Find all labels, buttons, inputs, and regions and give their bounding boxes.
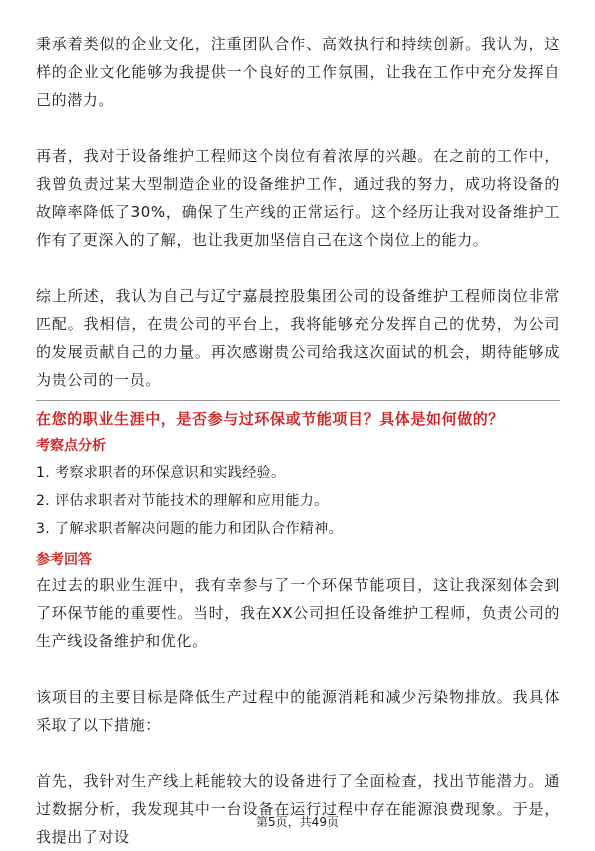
analysis-list xyxy=(36,459,560,543)
list-item: 3. 了解求职者解决问题的能力和团队合作精神。 xyxy=(36,521,344,537)
body-paragraph: 综上所述，我认为自己与辽宁嘉晨控股集团公司的设备维护工程师岗位非常匹配。我相信，在贵公司的平台上，我将能够充分发挥自己的优势，为公司的发展贡献自己的力量。再次感谢贵公司给我这次面试的机会，期待能够成为贵公司的一员。 xyxy=(36,287,560,389)
answer-paragraph: 该项目的主要目标是降低生产过程中的能源消耗和减少污染物排放。我具体采取了以下措施： xyxy=(36,688,560,734)
section-divider xyxy=(36,400,560,401)
list-item: 2. 评估求职者对节能技术的理解和应用能力。 xyxy=(36,493,329,509)
page-number: 第5页，共49页 xyxy=(256,815,339,829)
document-page xyxy=(36,30,560,851)
answer-paragraph: 首先，我针对生产线上耗能较大的设备进行了全面检查，找出节能潜力。通过数据分析，我发现其中一台设备在运行过程中存在能源浪费现象。于是，我提出了对设 xyxy=(36,772,560,846)
analysis-heading: 考察点分析 xyxy=(36,438,106,454)
answer-heading: 参考回答 xyxy=(36,552,92,568)
body-paragraph: 秉承着类似的企业文化，注重团队合作、高效执行和持续创新。我认为，这样的企业文化能够为我提供一个良好的工作氛围，让我在工作中充分发挥自己的潜力。 xyxy=(36,35,560,109)
interview-question: 在您的职业生涯中，是否参与过环保或节能项目？具体是如何做的？ xyxy=(36,410,505,428)
answer-paragraph: 在过去的职业生涯中，我有幸参与了一个环保节能项目，这让我深刻体会到了环保节能的重要性。当时，我在XX公司担任设备维护工程师，负责公司的生产线设备维护和优化。 xyxy=(36,576,560,650)
body-paragraph: 再者，我对于设备维护工程师这个岗位有着浓厚的兴趣。在之前的工作中，我曾负责过某大型制造企业的设备维护工作，通过我的努力，成功将设备的故障率降低了30%，确保了生产线的正常运行。这个经历让我对设备维护工作有了更深入的了解，也让我更加坚信自己在这个岗位上的能力。 xyxy=(36,147,560,249)
list-item: 1. 考察求职者的环保意识和实践经验。 xyxy=(36,465,286,481)
